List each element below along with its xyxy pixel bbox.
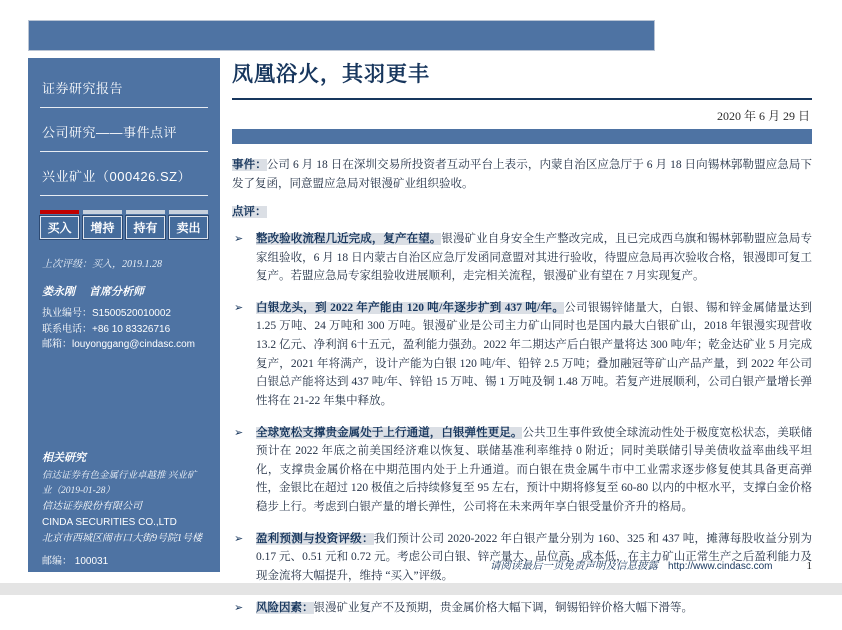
rating-indicator (169, 210, 208, 214)
bullet-text: 银漫矿业复产不及预期，贵金属价格大幅下调，铜锡铅锌价格大幅下滑等。 (313, 601, 693, 614)
company-website-link[interactable]: http://www.cindasc.com (668, 561, 773, 572)
sell-button[interactable]: 卖出 (169, 216, 208, 239)
company-contact-block (40, 499, 208, 570)
related-research-section (40, 449, 208, 499)
arrow-bullet-icon: ➢ (234, 532, 244, 545)
page-footer (490, 558, 812, 573)
sidebar-divider (40, 151, 208, 152)
bullet-text: 我们预计公司 2020-2022 年白银产量分别为 160、325 和 437 吨，摊薄每股收益分别为 0.17 元、0.51 元和 0.72 元。考虑公司白银、锌产量大、品位高、成本低，在主力矿山正常生产之后盈利能力及现金流将大幅提升，维持 “买入”评级。 (256, 532, 813, 582)
report-body (232, 58, 812, 630)
firm-name-cn: 信达证券股份有限公司 (42, 500, 142, 512)
buy-button[interactable]: 买入 (40, 216, 79, 239)
bullet-item-risk-factors (232, 599, 812, 618)
bullet-text: 公司银锡锌储量大，白银、锡和锌金属储量达到 1.25 万吨、24 万吨和 300 万吨。银漫矿业是公司主力矿山同时也是国内最大白银矿山，2018 年银漫实现营收 13.2 亿元、净利润 6十五元，盈利能力强劲。2022 年二期达产后白银产量将达 300 吨/年；乾金达矿业 5 月完成复产，2021 年将满产，设计产能为白银 120 吨/年、铅锌 2.5 万吨；叠加融冠等矿山产品产量，到 2022 年公司白银总产能将达到 437 吨/年、锌铅 15 万吨、锡 1 万吨及铜 1.48 万吨。若复产进展顺利，公司白银产量增长弹性将在 21-22 年集中释放。 (256, 301, 813, 407)
rating-tab-overweight[interactable] (83, 210, 122, 239)
analyst-title: 首席分析师 (89, 286, 144, 298)
firm-postcode: 邮编： 100031 (42, 555, 109, 567)
rating-indicator (83, 210, 122, 214)
analyst-email[interactable]: 邮箱：louyonggang@cindasc.com (42, 339, 196, 351)
bullet-heading: 全球宽松支撑贵金属处于上行通道，白银弹性更足。 (256, 426, 523, 439)
analyst-license: 执业编号：S1500520010002 (42, 308, 171, 320)
bullet-text: 公共卫生事件致使全球流动性处于极度宽松状态，美联储预计在 2022 年底之前美国经济难以恢复、联储基准利率维持 0 附近；同时美联储引导美债收益率曲线平坦化，支撑贵金属价格在中期范围内处于上升通道。而白银在贵金属牛市中工业需求逐步修复使其具备更高弹性，金银比在超过 120 极值之后持续修复至 95 左右，预计中期将修复至 60-80 以内的中枢水平，支撑白金价格稳步上行。考虑到白银产量的增长弹性，公司将在未来两年享白银受量价齐升的格局。 (256, 426, 813, 513)
event-label: 事件： (232, 159, 267, 171)
page-number: 1 (806, 560, 812, 572)
bullet-heading: 盈利预测与投资评级： (256, 532, 374, 545)
analyst-name-title (42, 284, 208, 301)
analyst-name: 娄永刚 (42, 286, 75, 298)
page-bottom-edge (0, 583, 842, 595)
firm-name-en: CINDA SECURITIES CO.,LTD (42, 516, 177, 528)
report-type-label: 证券研究报告 (42, 81, 124, 96)
bullet-item-precious-metals (232, 424, 812, 517)
event-text: 公司 6 月 18 日在深圳交易所投资者互动平台上表示，内蒙自治区应急厅于 6 月 18 日向锡林郭勒盟应急局下发了复函，同意盟应急局对银漫矿业组织验收。 (232, 159, 813, 190)
bullet-item-silver-capacity (232, 299, 812, 411)
arrow-bullet-icon: ➢ (234, 232, 244, 245)
title-divider (232, 98, 812, 100)
comment-label-row (232, 203, 812, 222)
bullet-heading: 整改验收流程几近完成，复产在望。 (256, 232, 442, 245)
sidebar (28, 58, 220, 572)
section-bar (232, 129, 812, 144)
related-research-heading: 相关研究 (42, 451, 86, 464)
rating-indicator (126, 210, 165, 214)
bullet-text: 银漫矿业自身安全生产整改完成，且已完成西乌旗和锡林郭勒盟应急局专家组验收，6 月 18 日内蒙古自治区应急厅发函同意盟对其进行验收，待盟应急局再次验收合格，银漫即可复工复产。若盟应急局专家组验收进展顺利，走完相关流程，银漫矿业有望在 7 月实现复产。 (256, 232, 813, 283)
rating-tab-hold[interactable] (126, 210, 165, 239)
sidebar-divider (40, 195, 208, 196)
arrow-bullet-icon: ➢ (234, 301, 244, 314)
firm-address: 北京市西城区闹市口大街9号院1号楼 (42, 532, 202, 544)
last-rating-text: 上次评级：买入，2019.1.28 (42, 259, 162, 270)
bullet-heading: 白银龙头，到 2022 年产能由 120 吨/年逐步扩到 437 吨/年。 (256, 301, 565, 314)
disclaimer-text: 请阅读最后一页免责声明及信息披露 (490, 561, 659, 572)
rating-tabs (40, 210, 208, 239)
research-type-label: 公司研究——事件点评 (42, 125, 178, 140)
company-name-ticker: 兴业矿业（000426.SZ） (42, 169, 192, 184)
arrow-bullet-icon: ➢ (234, 426, 244, 439)
report-date: 2020 年 6 月 29 日 (716, 109, 810, 123)
top-banner-bar (28, 20, 655, 51)
bullet-item-resumption (232, 230, 812, 286)
report-title: 凤凰浴火，其羽更丰 (232, 63, 430, 86)
bullet-heading: 风险因素： (256, 601, 314, 614)
overweight-button[interactable]: 增持 (83, 216, 122, 239)
arrow-bullet-icon: ➢ (234, 601, 244, 614)
hold-button[interactable]: 持有 (126, 216, 165, 239)
rating-tab-sell[interactable] (169, 210, 208, 239)
related-research-item[interactable]: 信达证券有色金属行业卓越推 兴业矿业（2019-01-28） (42, 470, 197, 496)
analyst-info (40, 284, 208, 353)
rating-active-indicator (40, 210, 79, 214)
rating-tab-buy[interactable] (40, 210, 79, 239)
comment-label: 点评： (232, 206, 267, 219)
event-paragraph (232, 156, 812, 193)
sidebar-divider (40, 107, 208, 108)
analyst-phone: 联系电话：+86 10 83326716 (42, 323, 171, 335)
